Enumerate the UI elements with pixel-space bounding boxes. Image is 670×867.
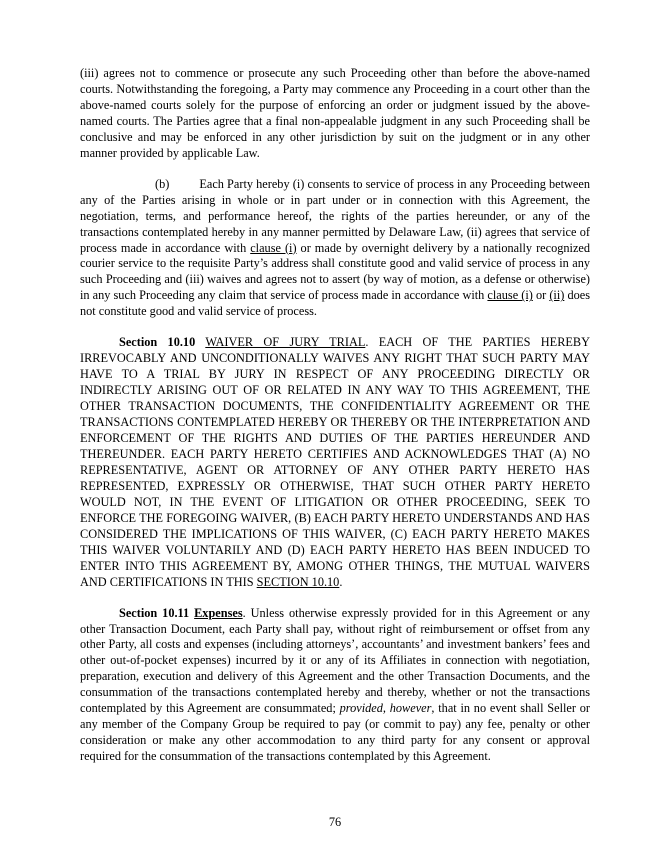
- paragraph-b: [80, 177, 590, 321]
- section-heading: Expenses: [194, 605, 243, 620]
- section-reference: SECTION 10.10: [256, 574, 340, 589]
- page-number: 76: [328, 815, 342, 829]
- paragraph-text: does not constitute good and valid service of process.: [80, 288, 590, 319]
- section-text-end: .: [339, 574, 343, 589]
- paragraph-text: or: [532, 288, 550, 303]
- section-10-10: [80, 335, 590, 590]
- section-number: Section 10.10: [119, 335, 196, 350]
- clause-reference: clause (i): [487, 288, 533, 303]
- paragraph-text: or made by overnight delivery by a nationally recognized courier service to the requisite Party’s address shall constitute good and valid service of process in any such Proceeding and (iii) waives and agrees not to assert (by way of motion, as a defense or otherwise) in any such Proceeding any claim that service of process made in accordance with: [80, 240, 591, 303]
- paragraph-iii-continuation: [80, 66, 590, 162]
- proviso-text: provided, however: [339, 701, 432, 716]
- paragraph-label: (b): [155, 176, 170, 191]
- document-page: [80, 66, 590, 765]
- clause-reference: (ii): [549, 288, 565, 303]
- section-text: , that in no event shall Seller or any member of the Company Group be required to pay (or commit to pay) any fee, penalty or other consideration or make any other accommodation to any third party for any consent or approval required for the consummation of the transactions contemplated by this Agreement.: [80, 701, 590, 764]
- section-heading: WAIVER OF JURY TRIAL: [205, 335, 366, 350]
- paragraph-text: Each Party hereby (i) consents to service of process in any Proceeding between any of the Parties arising in whole or in part under or in connection with this Agreement, the negotiation, terms, and performance hereof, the rights of the parties hereunder, or any of the transactions contemplated hereby in any manner permitted by Delaware Law, (ii) agrees that service of process made in accordance with: [80, 176, 590, 255]
- section-number: Section 10.11: [119, 605, 190, 620]
- section-10-11: [80, 606, 590, 766]
- paragraph-text: (iii) agrees not to commence or prosecute any such Proceeding other than before the above-named courts. Notwithstanding the foregoing, a Party may commence any Proceeding in a court other than the above-named courts solely for the purpose of enforcing an order or judgment issued by the above-named courts. The Parties agree that a final non-appealable judgment in any such Proceeding shall be conclusive and may be enforced in any other jurisdiction by suit on the judgment or in any other manner provided by applicable Law.: [80, 66, 590, 160]
- section-text: . Unless otherwise expressly provided for in this Agreement or any other Transaction Document, each Party shall pay, without right of reimbursement or offset from any other Party, all costs and expenses (including attorneys’, accountants’ and investment bankers’ fees and other out-of-pocket expenses) incurred by it or any of its Affiliates in connection with negotiation, preparation, execution and delivery of this Agreement and the other Transaction Documents, and the consummation of the transactions contemplated hereby and thereby, whether or not the transactions contemplated by this Agreement are consummated;: [80, 605, 590, 716]
- section-text: . EACH OF THE PARTIES HEREBY IRREVOCABLY AND UNCONDITIONALLY WAIVES ANY RIGHT THAT SUCH PARTY MAY HAVE TO A TRIAL BY JURY IN RESPECT OF ANY PROCEEDING DIRECTLY OR INDIRECTLY ARISING OUT OF OR RELATED IN ANY WAY TO THIS AGREEMENT, THE OTHER TRANSACTION DOCUMENTS, THE CONFIDENTIALITY AGREEMENT OR THE TRANSACTIONS CONTEMPLATED HEREBY OR THEREBY OR THE INTERPRETATION AND ENFORCEMENT OF THE RIGHTS AND DUTIES OF THE PARTIES HEREUNDER AND THEREUNDER. EACH PARTY HERETO CERTIFIES AND ACKNOWLEDGES THAT (A) NO REPRESENTATIVE, AGENT OR ATTORNEY OF ANY OTHER PARTY HERETO HAS REPRESENTED, EXPRESSLY OR OTHERWISE, THAT SUCH OTHER PARTY HERETO WOULD NOT, IN THE EVENT OF LITIGATION OR OTHER PROCEEDING, SEEK TO ENFORCE THE FOREGOING WAIVER, (B) EACH PARTY HERETO UNDERSTANDS AND HAS CONSIDERED THE IMPLICATIONS OF THIS WAIVER, (C) EACH PARTY HERETO MAKES THIS WAIVER VOLUNTARILY AND (D) EACH PARTY HERETO HAS BEEN INDUCED TO ENTER INTO THIS AGREEMENT BY, AMONG OTHER THINGS, THE MUTUAL WAIVERS AND CERTIFICATIONS IN THIS: [80, 335, 590, 589]
- clause-reference: clause (i): [250, 240, 297, 255]
